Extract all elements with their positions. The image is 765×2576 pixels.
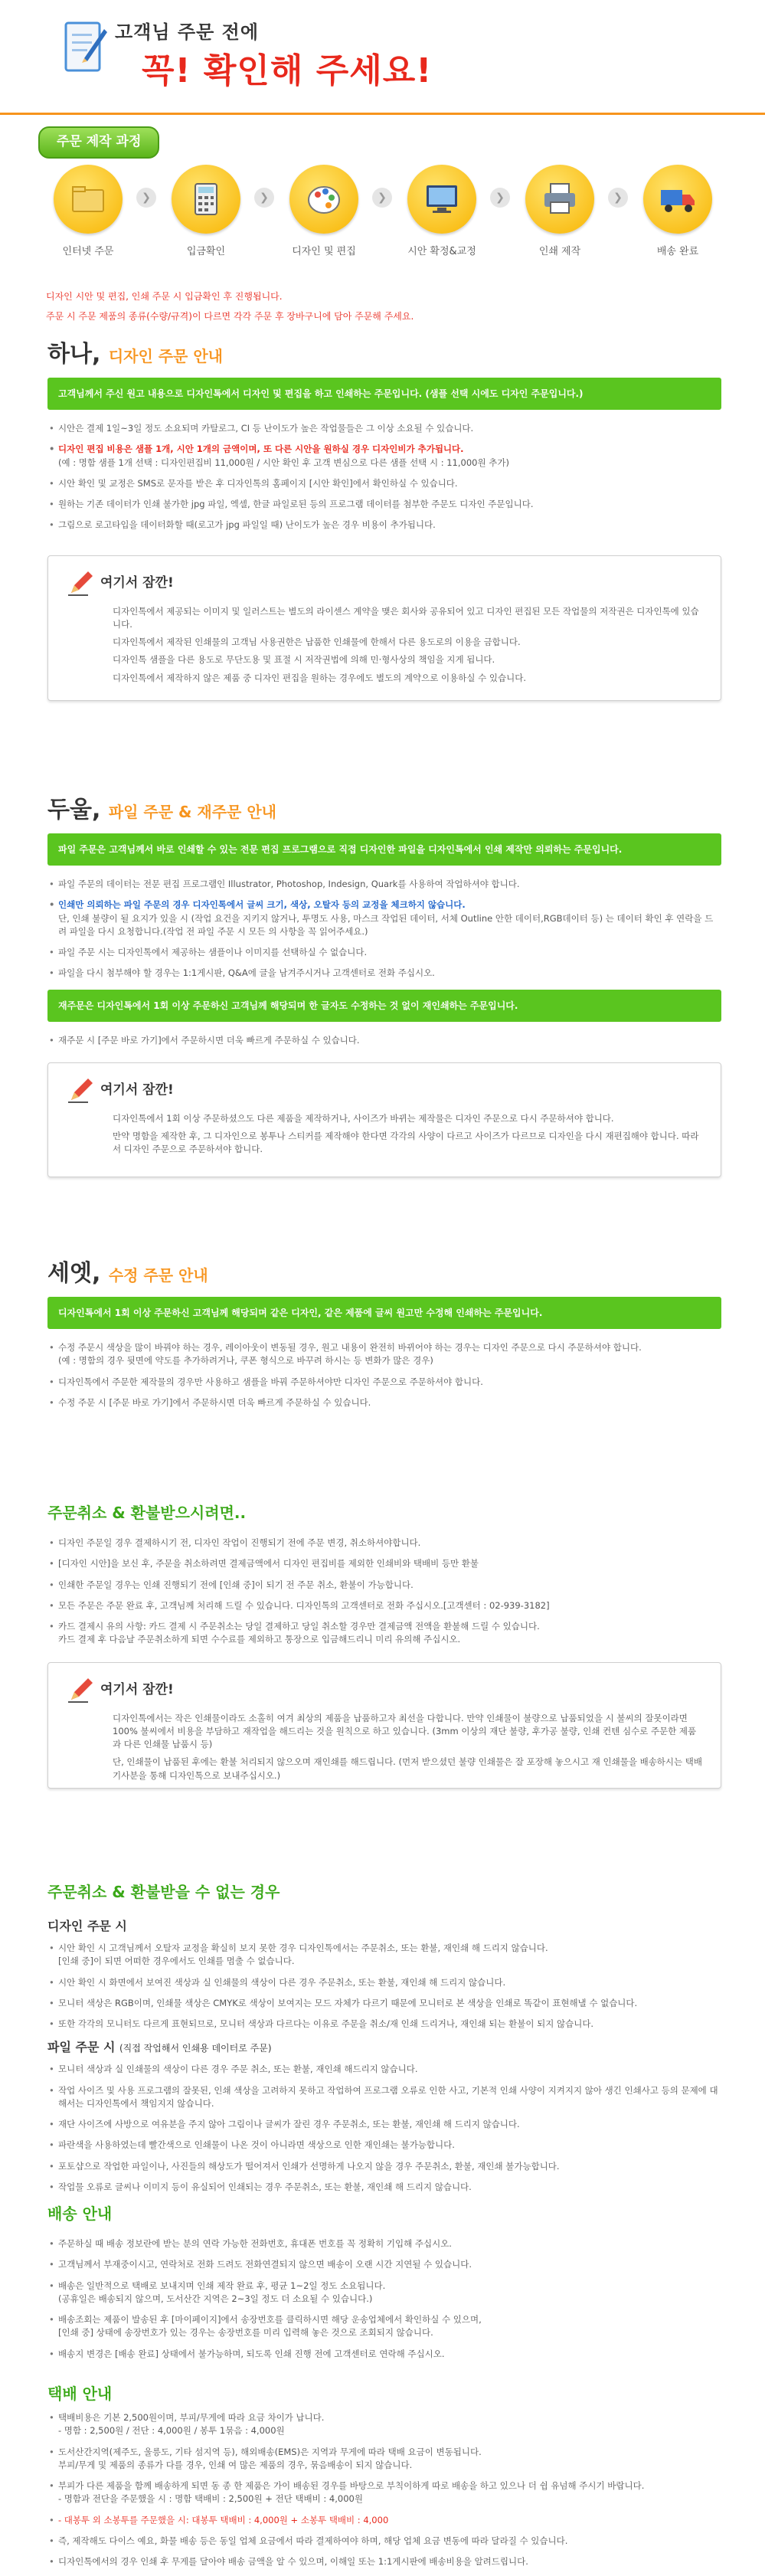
list-item-text: [디자인 시안]을 보신 후, 주문을 취소하려면 결제금액에서 디자인 편집비를 제외한 인쇄비와 택배비 등만 환불 bbox=[58, 1558, 479, 1569]
list-item-text: 재단 사이즈에 사방으로 여유분을 주지 않아 그림이나 글씨가 잘린 경우 주문취소, 또는 환불, 재인쇄 해 드리지 않습니다. bbox=[58, 2119, 520, 2129]
step-label: 인터넷 주문 bbox=[62, 246, 114, 257]
cancel-title: 주문취소 & 환불받으시려면.. bbox=[47, 1504, 247, 1522]
list-item-text: 택배비용은 기본 2,500원이며, 부피/무게에 따라 요금 차이가 납니다. bbox=[58, 2412, 325, 2423]
process-step bbox=[636, 165, 720, 260]
section-edit-order bbox=[47, 1256, 721, 1417]
notice-line: 디자인톡 샘플을 다른 용도로 무단도용 및 표절 시 저작권법에 의해 민·형사상의 책임을 지게 됩니다. bbox=[113, 654, 495, 666]
list-item-text: 수정 주문 시 [주문 바로 가기]에서 주문하시면 더욱 빠르게 주문하실 수 있습니다. bbox=[58, 1396, 371, 1408]
list-item-text: 부피가 다른 제품을 함께 배송하게 되면 동 종 한 제품은 가이 배송된 경우를 바탕으로 부칙이하게 따로 배송을 하고 있으나 더 쉽 유넘해 주시기 바랍니다. bbox=[58, 2480, 645, 2491]
arrow-right-icon: ❯ bbox=[136, 188, 156, 208]
list-item-subtext: (예 : 명함 샘플 1개 선택 : 디자인편집비 11,000원 / 시안 확인 후 고객 변심으로 다른 샘플 선택 시 : 11,000원 추가) bbox=[58, 457, 509, 468]
list-item bbox=[58, 2160, 721, 2173]
list-item bbox=[58, 2446, 721, 2473]
list-item bbox=[58, 498, 721, 511]
list-item bbox=[58, 1620, 721, 1647]
notice-title: 여기서 잠깐! bbox=[100, 574, 174, 591]
list-item bbox=[58, 2411, 721, 2438]
notice-body bbox=[67, 1112, 704, 1157]
list-item-subtext: 단, 인쇄 불량이 될 요지가 있을 시 (작업 요건을 지키지 않거나, 투명도 사용, 마스크 작업된 데이터, 서체 Outline 안한 데이터,RGB데이터 등) 는 데이터 확인 후 연락을 드려 파일을 다시 요청합니다.(작업 전 파일 주문 시 모든 의 사항을 꼭 읽어주세요.) bbox=[58, 912, 714, 937]
list-item bbox=[58, 878, 721, 891]
list-item bbox=[58, 1034, 721, 1047]
design-order-head: 디자인 주문 시 bbox=[47, 1919, 127, 1933]
list-item-text: 도서산간지역(제주도, 울릉도, 기타 섬지역 등), 해외배송(EMS)은 지역과 무게에 따라 택배 요금이 변동됩니다. bbox=[58, 2446, 482, 2457]
bullet-list bbox=[47, 2237, 721, 2361]
header-title: 꼭! 확인해 주세요! bbox=[142, 51, 433, 90]
arrow-right-icon: ❯ bbox=[608, 188, 628, 208]
bullet-list bbox=[47, 1341, 721, 1409]
notice-title: 여기서 잠깐! bbox=[100, 1082, 174, 1098]
list-item-text: 시안 확인 및 교정은 SMS로 문자를 받은 후 디자인톡의 홈페이지 [시안 확인]에서 확인하실 수 있습니다. bbox=[58, 477, 458, 489]
bullet-list bbox=[47, 1034, 721, 1047]
list-item-text: 파일 주문의 데이터는 전문 편집 프로그램인 Illustrator, Photoshop, Indesign, Quark를 사용하여 작업하셔야 합니다. bbox=[58, 879, 520, 889]
step-label: 입금확인 bbox=[186, 246, 226, 257]
list-item-text: 주문하실 때 배송 정보란에 받는 분의 연락 가능한 전화번호, 휴대폰 번호를 꼭 정확히 기입해 주십시오. bbox=[58, 2238, 452, 2249]
list-item-text: 재주문 시 [주문 바로 가기]에서 주문하시면 더욱 빠르게 주문하실 수 있습니다. bbox=[58, 1034, 360, 1046]
list-item bbox=[58, 1341, 721, 1368]
step-label: 디자인 및 편집 bbox=[292, 246, 356, 257]
bullet-list bbox=[47, 1942, 721, 2031]
list-item-text: 즉, 제작해도 다이스 예요, 화물 배송 등은 동일 업체 요금에서 따라 결제하여야 하며, 해당 업체 요금 변동에 따라 달라질 수 있습니다. bbox=[58, 2535, 568, 2546]
list-item-subtext: - 명함과 전단을 주문했을 시 : 명함 택배비 : 2,500원 + 전단 택배비 : 4,000원 bbox=[58, 2493, 363, 2505]
notice-box bbox=[47, 555, 721, 701]
arrow-right-icon: ❯ bbox=[254, 188, 274, 208]
pencil-icon bbox=[67, 1677, 94, 1704]
list-item-text: 디자인 주문일 경우 결제하시기 전, 디자인 작업이 진행되기 전에 주문 변경, 취소하셔야합니다. bbox=[58, 1537, 421, 1548]
step-label: 시안 확정&교정 bbox=[407, 246, 476, 257]
list-item bbox=[58, 2555, 721, 2568]
pencil-icon bbox=[67, 1077, 94, 1105]
list-item-subtext: (예 : 명함의 경우 뒷면에 약도를 추가하려거나, 쿠폰 형식으로 바꾸려 하시는 등 변화가 많은 경우) bbox=[58, 1355, 433, 1367]
section-file-order bbox=[47, 793, 721, 1177]
notice-line: 만약 명함을 제작한 후, 그 디자인으로 봉투나 스티커를 제작해야 한다면 각각의 사양이 다르고 사이즈가 다르므로 디자인을 다시 재편집해야 합니다. 따라서 디자인 주문으로 주문하셔야 합니다. bbox=[113, 1131, 699, 1155]
checklist-icon bbox=[61, 15, 109, 77]
list-item bbox=[58, 1557, 721, 1570]
list-item bbox=[58, 2514, 721, 2527]
list-item-text: 카드 결제시 유의 사항: 카드 결제 시 주문취소는 당일 결제하고 당일 취소할 경우만 결제금액 전액을 환불해 드릴 수 있습니다. bbox=[58, 1621, 540, 1632]
list-item-text: 그림으로 로고타입을 데이터화할 때(로고가 jpg 파일일 때) 난이도가 높은 경우 비용이 추가됩니다. bbox=[58, 519, 436, 531]
list-item-text: 시안 확인 시 고객님께서 오탈자 교정을 확실히 보지 못한 경우 디자인톡에서는 주문취소, 또는 환불, 재인쇄 해 드리지 않습니다. bbox=[58, 1943, 548, 1953]
list-item bbox=[58, 1599, 721, 1612]
notice-body bbox=[67, 605, 704, 685]
list-item-text: 포토샵으로 작업한 파일이나, 사진들의 해상도가 떨어져서 인쇄가 선명하게 나오지 않을 경우 주문취소, 환불, 재인쇄 불가능합니다. bbox=[58, 2160, 560, 2172]
list-item-text: 인쇄한 주문일 경우는 인쇄 진행되기 전에 [인쇄 중]이 되기 전 주문 취소, 환불이 가능합니다. bbox=[58, 1579, 414, 1590]
list-item-subtext: 부피/무게 및 제품의 종류가 다를 경우, 인쇄 여 많은 제품의 경우, 묶음배송이 되지 않습니다. bbox=[58, 2459, 413, 2470]
notice-line: 디자인톡에서는 작은 인쇄물이라도 소홀히 여겨 최상의 제품을 납품하고자 최선을 다합니다. 만약 인쇄물이 불량으로 납품되었을 시 불씨의 잘못이라면 100% 불씨에서 비용을 부담하고 재작업을 해드리는 것을 원칙으로 하고 있습니다. (3mm 이상의 재단 불량, 후가공 불량, 인쇄 컨텐 심수로 주문한 제품과 다른 인쇄물 납품시 등) bbox=[113, 1712, 697, 1750]
list-item bbox=[58, 2139, 721, 2152]
list-item bbox=[58, 2479, 721, 2506]
folder-icon bbox=[54, 165, 123, 234]
list-item bbox=[58, 2313, 721, 2340]
process-steps bbox=[46, 165, 720, 264]
list-item bbox=[58, 2063, 721, 2076]
list-item bbox=[58, 1976, 721, 1989]
list-item-text: 파일 주문 시는 디자인톡에서 제공하는 샘플이나 이미지를 선택하실 수 없습니다. bbox=[58, 947, 368, 957]
section-design-order bbox=[47, 337, 721, 701]
section-bar: 파일 주문은 고객님께서 바로 인쇄할 수 있는 전문 편집 프로그램으로 직접 디자인한 파일을 디자인톡에서 인쇄 제작만 의뢰하는 주문입니다. bbox=[47, 833, 721, 866]
step-label: 배송 완료 bbox=[656, 246, 699, 257]
list-item bbox=[58, 2084, 721, 2111]
list-item-text: 작업 사이즈 및 사용 프로그램의 잘못된, 인쇄 색상을 고려하지 못하고 작업하여 프로그램 오류로 인한 사고, 기본적 인쇄 사양이 지켜지지 않아 생긴 인쇄사고 등의 문제에 대해서는 디자인톡에서 책임지지 않습니다. bbox=[58, 2084, 718, 2109]
notice-line: 디자인톡에서 제작하지 않은 제품 중 디자인 편집을 원하는 경우에도 별도의 계약으로 이용하실 수 있습니다. bbox=[113, 672, 526, 683]
list-item-text: 배송지 변경은 [배송 완료] 상태에서 불가능하며, 되도록 인쇄 진행 전에 고객센터로 연락해 주십시오. bbox=[58, 2348, 445, 2359]
list-item bbox=[58, 898, 721, 938]
notice-line: 디자인톡에서 제공되는 이미지 및 일러스트는 별도의 라이센스 계약을 맺은 회사와 공유되어 있고 디자인 편집된 모든 작업물의 저작권은 디자인톡에 있습니다. bbox=[113, 605, 699, 630]
top-note: 디자인 시안 및 편집, 인쇄 주문 시 입금확인 후 진행됩니다. bbox=[46, 291, 283, 302]
bullet-list bbox=[47, 878, 721, 980]
section-no-cancel bbox=[47, 1880, 721, 2201]
pencil-icon bbox=[67, 570, 94, 597]
list-item bbox=[58, 2181, 721, 2194]
list-item bbox=[58, 1537, 721, 1550]
list-item-subtext: [인쇄 중] 상태에 송장번호가 있는 경우는 송장번호를 미리 입력해 놓은 것으로 조회되지 않습니다. bbox=[58, 2327, 433, 2339]
section-title: 하나, 디자인 주문 안내 bbox=[47, 341, 223, 368]
bullet-list bbox=[47, 1537, 721, 1647]
process-step bbox=[46, 165, 130, 260]
process-tab: 주문 제작 과정 bbox=[38, 126, 159, 159]
list-item-text: - 대봉투 외 소봉투를 주문했을 시: 대봉투 택배비 : 4,000원 + 소봉투 택배비 : 4,000 bbox=[58, 2514, 389, 2525]
section-fee bbox=[47, 2382, 721, 2576]
section-bar: 고객님께서 주신 원고 내용으로 디자인톡에서 디자인 및 편집을 하고 인쇄하는 주문입니다. (샘플 선택 시에도 디자인 주문입니다.) bbox=[47, 378, 721, 410]
no-cancel-title: 주문취소 & 환불받을 수 없는 경우 bbox=[47, 1883, 280, 1901]
list-item-subtext: (공휴일은 배송되지 않으며, 도서산간 지역은 2~3일 정도 더 소요될 수 있습니다.) bbox=[58, 2293, 373, 2304]
list-item bbox=[58, 967, 721, 980]
list-item-text: 또한 각각의 모니터도 다르게 표현되므로, 모니터 색상과 다르다는 이유로 주문을 취소/재 인쇄 드리거나, 재인쇄 되는 환불이 되지 않습니다. bbox=[58, 2018, 594, 2029]
bullet-list bbox=[47, 2411, 721, 2568]
list-item-text: 시안은 결제 1일~3일 정도 소요되며 카탈로그, CI 등 난이도가 높은 작업물들은 그 이상 소요될 수 있습니다. bbox=[58, 423, 474, 434]
list-item-text: 파란색을 사용하였는데 빨간색으로 인쇄물이 나온 것이 아니라면 색상으로 인한 재인쇄는 불가능합니다. bbox=[58, 2139, 455, 2151]
top-note: 주문 시 주문 제품의 종류(수량/규격)이 다르면 각각 주문 후 장바구니에 담아 주문해 주세요. bbox=[46, 311, 414, 322]
list-item-text: 디자인톡에서 주문한 제작물의 경우만 사용하고 샘플을 바꿔 주문하셔야만 디자인 주문으로 주문하셔야 합니다. bbox=[58, 1376, 483, 1387]
list-item bbox=[58, 2348, 721, 2361]
list-item bbox=[58, 1376, 721, 1389]
calculator-icon bbox=[172, 165, 240, 234]
notice-body bbox=[67, 1712, 704, 1782]
section-cancel bbox=[47, 1501, 721, 1789]
printer-icon bbox=[525, 165, 594, 234]
top-notes bbox=[46, 290, 414, 329]
list-item bbox=[58, 443, 721, 470]
list-item bbox=[58, 1396, 721, 1409]
arrow-right-icon: ❯ bbox=[490, 188, 510, 208]
list-item-text: 디자인 편집 비용은 샘플 1개, 시안 1개의 금액이며, 또 다른 시안을 원하실 경우 디자인비가 추가됩니다. bbox=[58, 444, 464, 455]
notice-line: 단, 인쇄물이 납품된 후에는 환불 처리되지 않으오며 재인쇄를 해드립니다. (먼저 받으셨던 불량 인쇄물은 잘 포장해 놓으시고 재 인쇄물을 배송하시는 택배 기사분을 통해 디자인톡으로 보내주십시오.) bbox=[113, 1756, 703, 1781]
section-bar: 디자인톡에서 1회 이상 주문하신 고객님께 해당되며 같은 디자인, 같은 제품에 글씨 원고만 수정해 인쇄하는 주문입니다. bbox=[47, 1297, 721, 1329]
delivery-title: 배송 안내 bbox=[47, 2204, 113, 2223]
step-label: 인쇄 제작 bbox=[538, 246, 581, 257]
list-item bbox=[58, 2258, 721, 2271]
list-item bbox=[58, 422, 721, 435]
notice-title: 여기서 잠깐! bbox=[100, 1681, 174, 1697]
list-item-text: 수정 주문시 색상을 많이 바꿔야 하는 경우, 레이아웃이 변동될 경우, 원고 내용이 완전히 바뀌어야 하는 경우는 디자인 주문으로 다시 주문하셔야 합니다. bbox=[58, 1342, 642, 1353]
list-item bbox=[58, 2118, 721, 2131]
notice-box bbox=[47, 1062, 721, 1177]
list-item-text: 고객님께서 부재중이시고, 연락처로 전화 드려도 전화연결되지 않으면 배송이 오랜 시간 지연될 수 있습니다. bbox=[58, 2259, 472, 2270]
bullet-list bbox=[47, 422, 721, 532]
list-item bbox=[58, 519, 721, 532]
process-step bbox=[400, 165, 484, 260]
list-item bbox=[58, 2018, 721, 2031]
list-item bbox=[58, 2280, 721, 2306]
bullet-list bbox=[47, 2063, 721, 2194]
list-item-text: 디자인톡에서의 경우 인쇄 후 무게를 달아야 배송 금액을 알 수 있으며, 이해일 또는 1:1게시판에 배송비용을 알려드립니다. bbox=[58, 2556, 528, 2567]
section-delivery bbox=[47, 2202, 721, 2368]
list-item-text: 모든 주문은 주문 완료 후, 고객님께 처리해 드릴 수 있습니다. 디자인톡의 고객센터로 전화 주십시오.[고객센터 : 02-939-3182] bbox=[58, 1599, 550, 1611]
list-item-subtext: 카드 결제 후 다음날 주문취소하게 되면 수수료를 제외하고 통장으로 입금해드리니 미리 유의해 주십시오. bbox=[58, 1634, 461, 1645]
list-item-subtext: [인쇄 중]이 되면 어떠한 경우에서도 인쇄를 멈출 수 없습니다. bbox=[58, 1956, 295, 1967]
notice-line: 디자인톡에서 1회 이상 주문하셨으도 다른 제품을 제작하거나, 사이즈가 바뀌는 제작물은 디자인 주문으로 다시 주문하셔야 합니다. bbox=[113, 1112, 614, 1124]
file-order-head: 파일 주문 시 (직접 작업해서 인쇄용 데이터로 주문) bbox=[47, 2040, 272, 2055]
list-item-text: 배송조회는 제품이 발송된 후 [마이페이지]에서 송장번호를 클릭하시면 해당 운송업체에서 확인하실 수 있으며, bbox=[58, 2314, 482, 2325]
list-item bbox=[58, 2237, 721, 2250]
process-step bbox=[518, 165, 602, 260]
list-item-text: 모니터 색상은 RGB이며, 인쇄물 색상은 CMYK로 색상이 보여지는 모드 자체가 다르기 때문에 모니터로 본 색상을 인쇄로 똑같이 표현해낼 수 없습니다. bbox=[58, 1997, 638, 2008]
list-item-text: 인쇄만 의뢰하는 파일 주문의 경우 디자인톡에서 글씨 크기, 색상, 오탈자 등의 교정을 체크하지 않습니다. bbox=[58, 899, 466, 911]
list-item-text: 배송은 일반적으로 택배로 보내지며 인쇄 제작 완료 후, 평균 1~2일 정도 소요됩니다. bbox=[58, 2280, 386, 2291]
list-item-text: 시안 확인 시 화면에서 보여진 색상과 실 인쇄물의 색상이 다른 경우 주문취소, 또는 환불, 재인쇄 해 드리지 않습니다. bbox=[58, 1976, 506, 1988]
list-item-text: 파일을 다시 첨부해야 할 경우는 1:1게시판, Q&A에 글을 남겨주시거나 고객센터로 전화 주십시오. bbox=[58, 967, 435, 979]
notice-box bbox=[47, 1662, 721, 1789]
fee-title: 택배 안내 bbox=[47, 2385, 113, 2403]
truck-icon bbox=[643, 165, 712, 234]
list-item bbox=[58, 2535, 721, 2548]
header bbox=[0, 0, 765, 115]
section-bar-reorder: 재주문은 디자인톡에서 1회 이상 주문하신 고객님께 해당되며 한 글자도 수정하는 것 없이 재인쇄하는 주문입니다. bbox=[47, 990, 721, 1022]
list-item bbox=[58, 946, 721, 959]
list-item bbox=[58, 1997, 721, 2010]
list-item bbox=[58, 1942, 721, 1969]
monitor-icon bbox=[407, 165, 476, 234]
process-step bbox=[164, 165, 248, 260]
list-item-subtext: - 명함 : 2,500원 / 전단 : 4,000원 / 봉투 1묶음 : 4,000원 bbox=[58, 2425, 285, 2437]
list-item bbox=[58, 477, 721, 490]
list-item-text: 모니터 색상과 실 인쇄물의 색상이 다른 경우 주문 취소, 또는 환불, 재인쇄 해드리지 않습니다. bbox=[58, 2064, 418, 2075]
palette-icon bbox=[289, 165, 358, 234]
list-item-text: 작업물 오류로 글씨나 이미지 등이 유실되어 인쇄되는 경우 주문취소, 또는 환불, 재인쇄 해 드리지 않습니다. bbox=[58, 2181, 472, 2192]
list-item bbox=[58, 1579, 721, 1592]
arrow-right-icon: ❯ bbox=[372, 188, 392, 208]
notice-line: 디자인톡에서 제작된 인쇄물의 고객님 사용권한은 납품한 인쇄물에 한해서 다른 용도로의 이용을 금합니다. bbox=[113, 637, 521, 647]
header-subtitle: 고객님 주문 전에 bbox=[115, 21, 259, 43]
section-title: 세엣, 수정 주문 안내 bbox=[47, 1260, 208, 1287]
process-step bbox=[282, 165, 366, 260]
section-title: 두울, 파일 주문 & 재주문 안내 bbox=[47, 797, 276, 823]
list-item-text: 원하는 기존 데이터가 인쇄 불가한 jpg 파일, 엑셀, 한글 파일로된 등의 프로그램 데이터를 첨부한 주문도 디자인 주문입니다. bbox=[58, 499, 534, 509]
